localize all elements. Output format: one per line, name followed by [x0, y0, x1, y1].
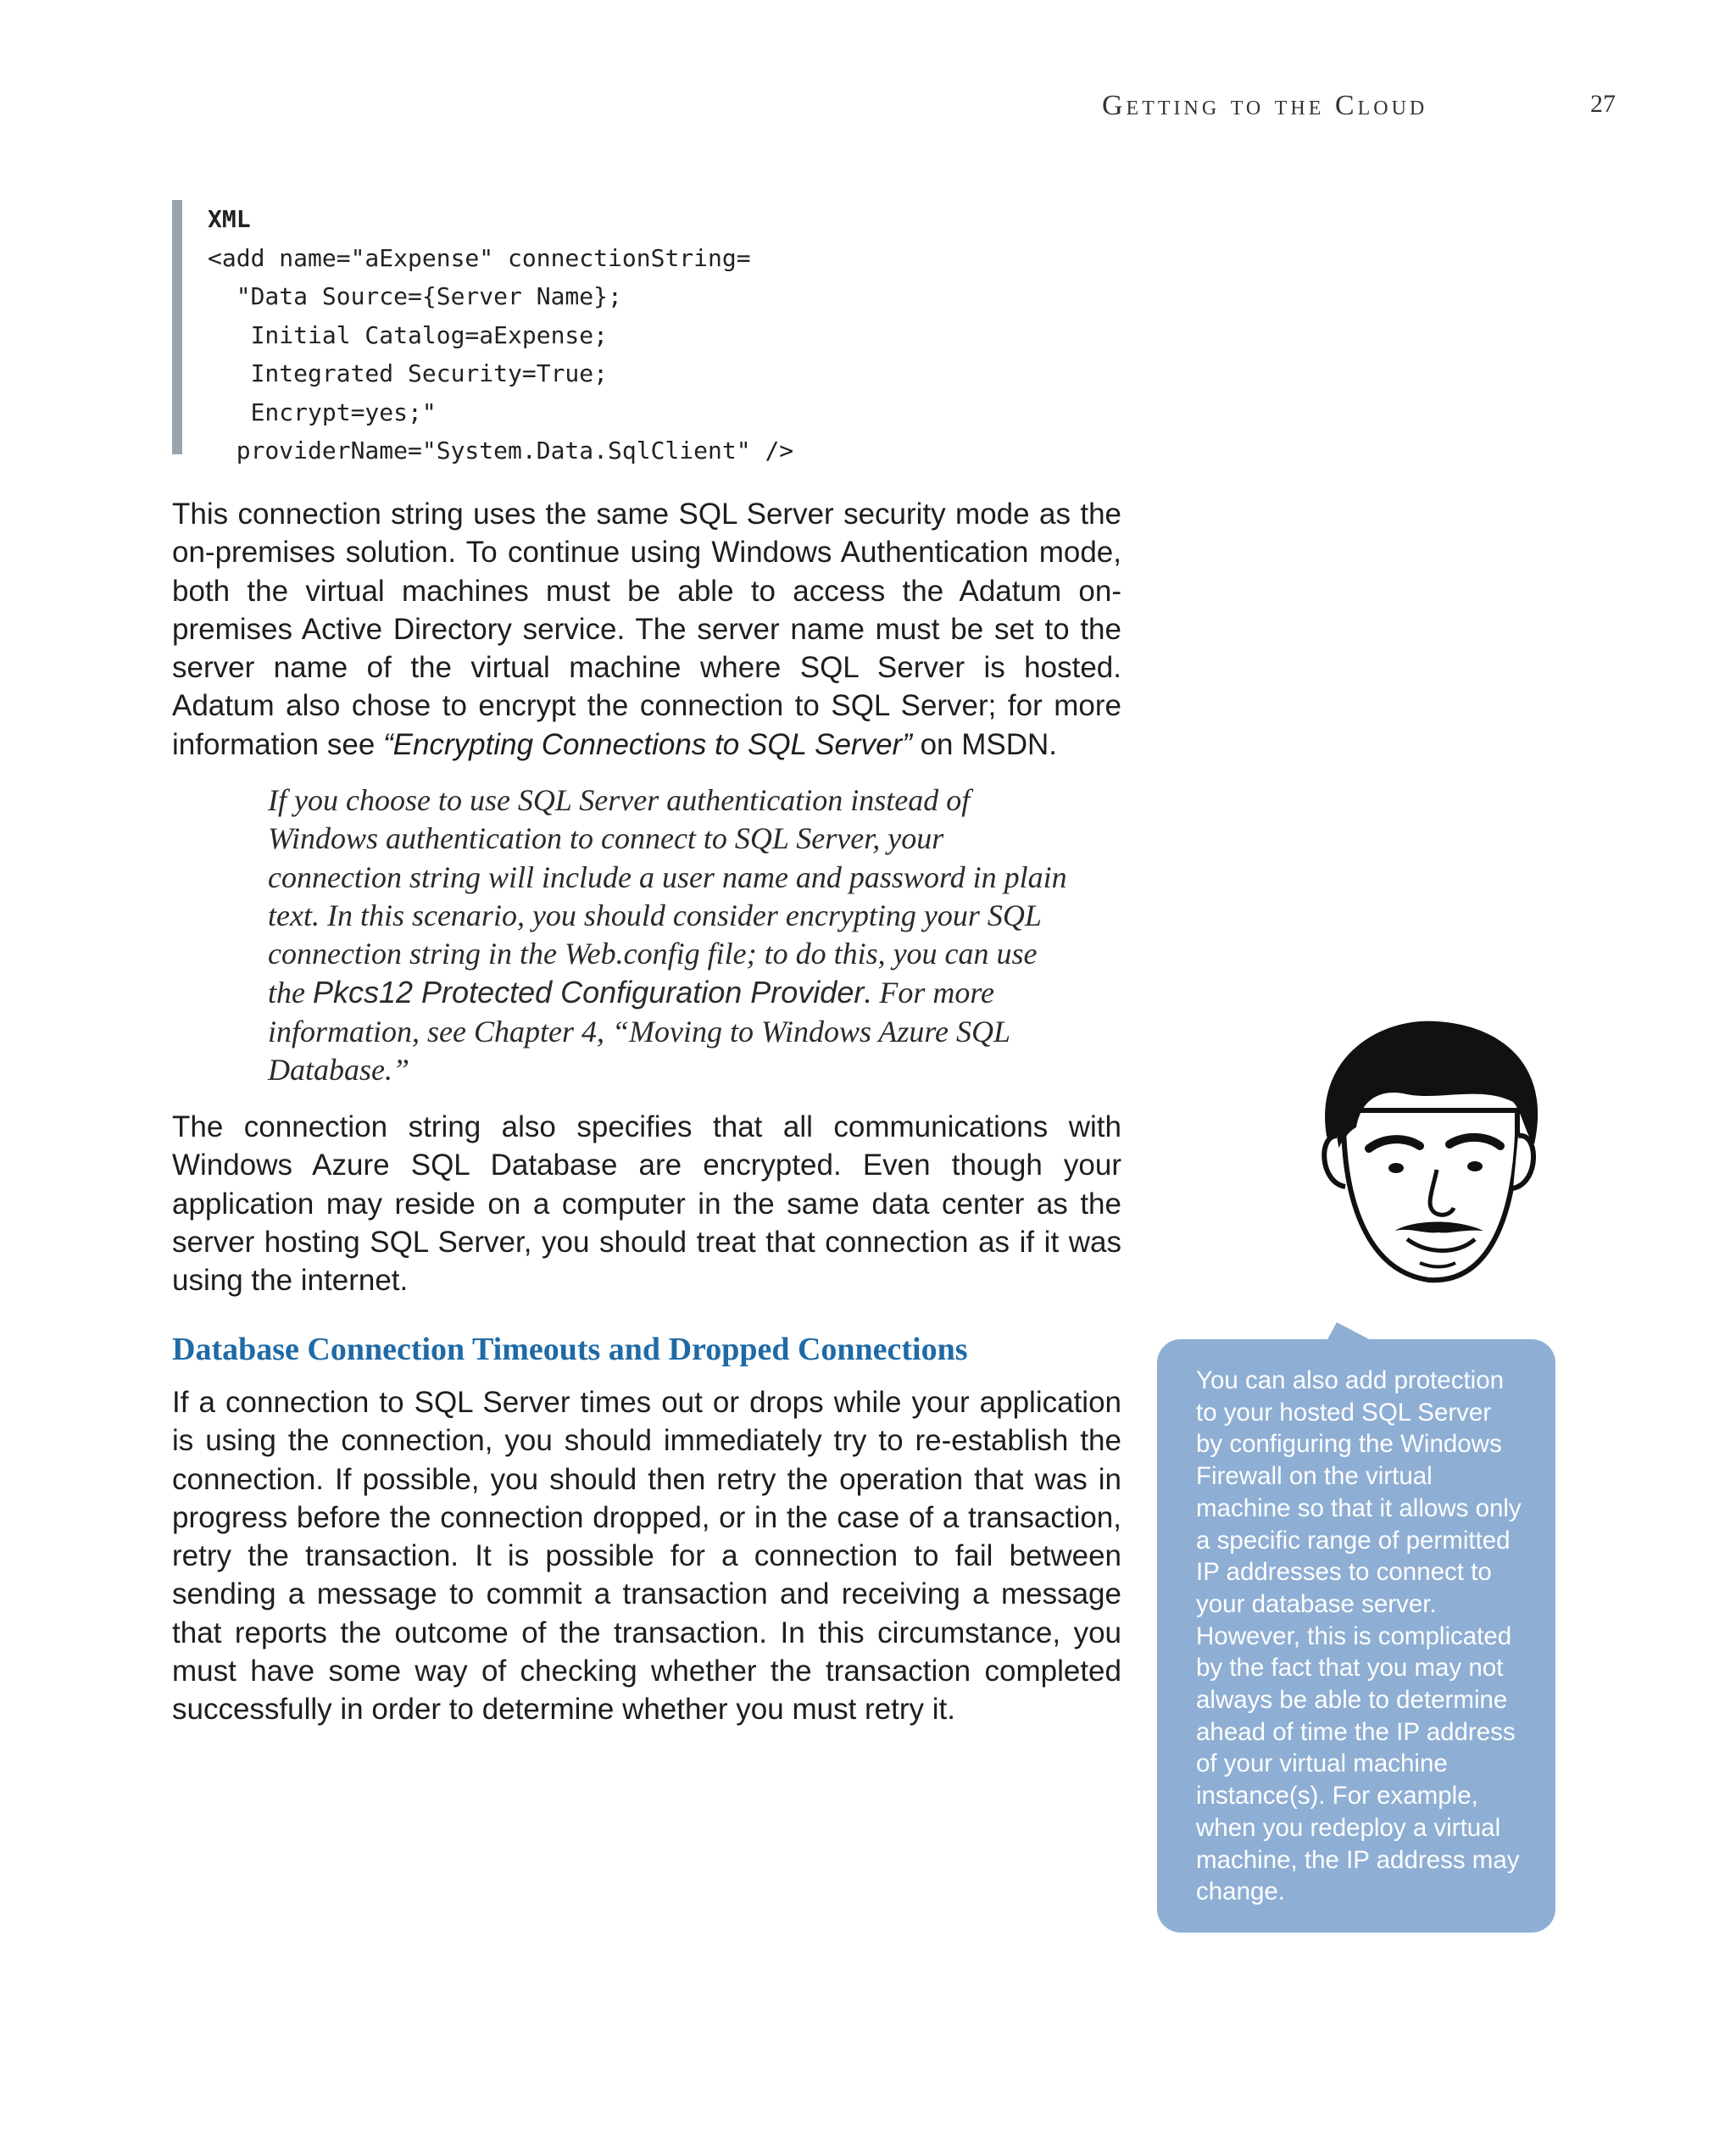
paragraph-connection-string [172, 495, 1121, 764]
note-emphasis: Pkcs12 Protected Configuration Provider [312, 975, 865, 1010]
author-portrait-illustration [1310, 1009, 1555, 1314]
running-head: Getting to the Cloud [1102, 90, 1428, 121]
code-line: Encrypt=yes;" [208, 398, 437, 426]
note-text: If you choose to use SQL Server authentication instead of Windows authentication to connect to SQL Server, your connection string will include a user name and password in plain text. In this scenario, you should consider encrypting your SQL connection string in the Web.config file; to do this, you can use the [268, 783, 1067, 1010]
code-line: Integrated Security=True; [208, 359, 609, 387]
sidebar-callout: You can also add protection to your hosted SQL Server by configuring the Windows Firewall on the virtual machine so that it allows only a specific range of permitted IP addresses to connect to your database server. However, this is complicated by the fact that you may not always be able to determine ahead of time the IP address of your virtual machine instance(s). For example, when you redeploy a virtual machine, the IP address may change. [1157, 1339, 1555, 1933]
paragraph-encryption: The connection string also specifies that all communications with Windows Azure SQL Database are encrypted. Even though your application may reside on a computer in the same data center as the server hosting SQL Server, you should treat that connection as if it was using the internet. [172, 1110, 1121, 1298]
code-line: Initial Catalog=aExpense; [208, 320, 609, 349]
code-line: "Data Source={Server Name}; [208, 282, 622, 310]
callout-tail [1327, 1322, 1372, 1341]
paragraph-timeouts: If a connection to SQL Server times out or drops while your application is using the connection, you should immediately try to re-establish the connection. If possible, you should then retry the operation that was in progress before the connection dropped, or in the case of a transaction, retry the transaction. It is possible for a connection to fail between sending a message to commit a transaction and receiving a message that reports the outcome of the transaction. In this circumstance, you must have some way of checking whether the transaction completed successfully in order to determine whether you must retry it. [172, 1386, 1121, 1727]
page-number: 27 [1590, 90, 1616, 118]
note-text-end: . For more information, see Chapter 4, “Moving to Windows Azure SQL Database.” [268, 976, 1010, 1087]
msdn-reference-link[interactable]: “Encrypting Connections to SQL Server” [383, 727, 912, 761]
code-line: providerName="System.Data.SqlClient" /> [208, 437, 794, 464]
paragraph-text: This connection string uses the same SQL Server security mode as the on-premises solution. To continue using Windows Authentication mode, both the virtual machines must be able to access the Adatum on-premises Active Directory service. The server name must be set to the server name of the virtual machine where SQL Server is hosted. Adatum also chose to encrypt the connection to SQL Server; for more information see [172, 498, 1121, 761]
code-language-label: XML [208, 205, 251, 233]
code-block [172, 200, 935, 464]
section-heading: Database Connection Timeouts and Dropped Connections [172, 1332, 968, 1367]
code-line: <add name="aExpense" connectionString= [208, 243, 751, 272]
paragraph-text-end: on MSDN. [920, 727, 1058, 761]
note-paragraph [268, 782, 1082, 1089]
